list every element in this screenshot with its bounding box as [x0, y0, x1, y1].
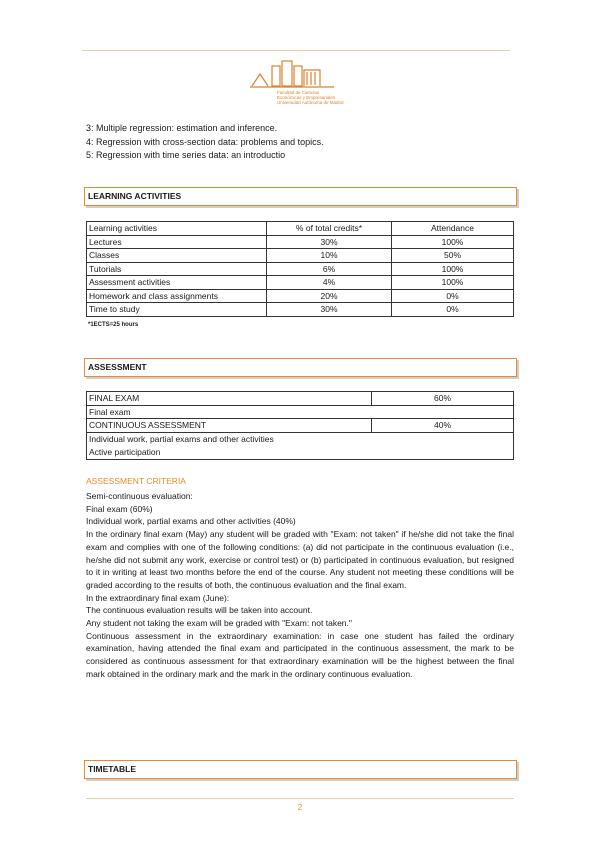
topic-item: 5: Regression with time series data: an introductio — [86, 150, 286, 160]
criteria-paragraph: Any student not taking the exam will be graded with "Exam: not taken." — [86, 618, 352, 629]
ects-note: *1ECTS=25 hours — [88, 322, 139, 328]
assessment-table — [86, 391, 514, 460]
table-row — [87, 235, 514, 249]
table-row — [87, 276, 514, 290]
faculty-logo — [250, 58, 344, 110]
table-cell: Lectures — [87, 235, 267, 249]
table-cell: 30% — [267, 235, 392, 249]
criteria-paragraph: The continuous evaluation results will be taken into account. — [86, 605, 313, 616]
assessment-heading — [84, 358, 517, 377]
table-cell: 100% — [392, 262, 514, 276]
continuous-assessment-value: 40% — [372, 419, 514, 433]
table-row — [87, 289, 514, 303]
continuous-assessment-detail — [87, 432, 514, 459]
table-cell: 30% — [267, 303, 392, 317]
criteria-paragraph: In the ordinary final exam (May) any student will be graded with "Exam: not taken" if he/she did not take the final exam and complies with one of the following conditions: (a) did not participate in the continuous evaluation (i.e., he/she did not submit any work, exercise or control test) or (b) participated in continuous evaluation, but resigned to it in writing at least two months before the end of the course. Any student not meeting these conditions will be graded according to the results of both, the continuous evaluation and the final exam. — [86, 529, 514, 590]
table-cell: 10% — [267, 249, 392, 263]
continuous-detail-line: Active participation — [89, 446, 161, 457]
table-cell: Classes — [87, 249, 267, 263]
table-cell: 6% — [267, 262, 392, 276]
continuous-detail-line: Individual work, partial exams and other activities — [89, 433, 274, 444]
logo-line-2: Económicas y Empresariales — [277, 95, 336, 100]
topic-item: 3: Multiple regression: estimation and inference. — [86, 123, 278, 133]
table-cell: 50% — [392, 249, 514, 263]
table-cell: 4% — [267, 276, 392, 290]
table-cell: 0% — [392, 303, 514, 317]
topic-item: 4: Regression with cross-section data: problems and topics. — [86, 136, 324, 147]
top-rule — [82, 50, 510, 51]
table-row — [87, 249, 514, 263]
table-row — [87, 432, 514, 459]
final-exam-label: FINAL EXAM — [87, 392, 372, 406]
assessment-criteria-text — [86, 490, 514, 681]
table-cell: 20% — [267, 289, 392, 303]
section-title: LEARNING ACTIVITIES — [88, 191, 182, 201]
final-exam-value: 60% — [372, 392, 514, 406]
timetable-heading — [84, 760, 517, 779]
criteria-paragraph: Semi-continuous evaluation: — [86, 491, 193, 501]
criteria-paragraph: Final exam (60%) — [86, 503, 153, 514]
learning-activities-table — [86, 221, 514, 317]
table-cell: Time to study — [87, 303, 267, 317]
criteria-paragraph: Continuous assessment in the extraordinary examination: in case one student has failed the ordinary examination, having attended the final exam and participated in the continuous assessment, the mark to be considered as continuous assessment for that extraordinary examination will be the highest between the final mark obtained in the ordinary mark and the mark in the ordinary continuous evaluation. — [86, 630, 514, 679]
table-header-row — [87, 222, 514, 236]
table-row — [87, 262, 514, 276]
column-header: Learning activities — [87, 222, 267, 236]
table-cell: Homework and class assignments — [87, 289, 267, 303]
section-title: TIMETABLE — [88, 764, 137, 774]
assessment-criteria-title: ASSESSMENT CRITERIA — [86, 476, 186, 486]
table-cell: 0% — [392, 289, 514, 303]
logo-line-3: Universidad Autónoma de Madrid — [277, 100, 344, 105]
table-row — [87, 303, 514, 317]
continuous-assessment-label: CONTINUOUS ASSESSMENT — [87, 419, 372, 433]
topic-list — [86, 122, 324, 163]
column-header: % of total credits* — [267, 222, 392, 236]
section-title: ASSESSMENT — [88, 362, 147, 372]
learning-activities-heading — [84, 187, 517, 206]
criteria-paragraph: Individual work, partial exams and other activities (40%) — [86, 516, 296, 527]
table-cell: Assessment activities — [87, 276, 267, 290]
logo-line-1: Facultad de Ciencias — [277, 90, 320, 95]
table-cell: Tutorials — [87, 262, 267, 276]
table-cell: 100% — [392, 235, 514, 249]
column-header: Attendance — [392, 222, 514, 236]
criteria-paragraph: In the extraordinary final exam (June): — [86, 592, 230, 603]
table-row — [87, 405, 514, 419]
page-number: 2 — [297, 803, 303, 812]
bottom-rule — [86, 798, 514, 799]
table-row — [87, 419, 514, 433]
table-row — [87, 392, 514, 406]
final-exam-detail: Final exam — [87, 405, 514, 419]
building-logo-icon — [250, 58, 340, 88]
table-cell: 100% — [392, 276, 514, 290]
